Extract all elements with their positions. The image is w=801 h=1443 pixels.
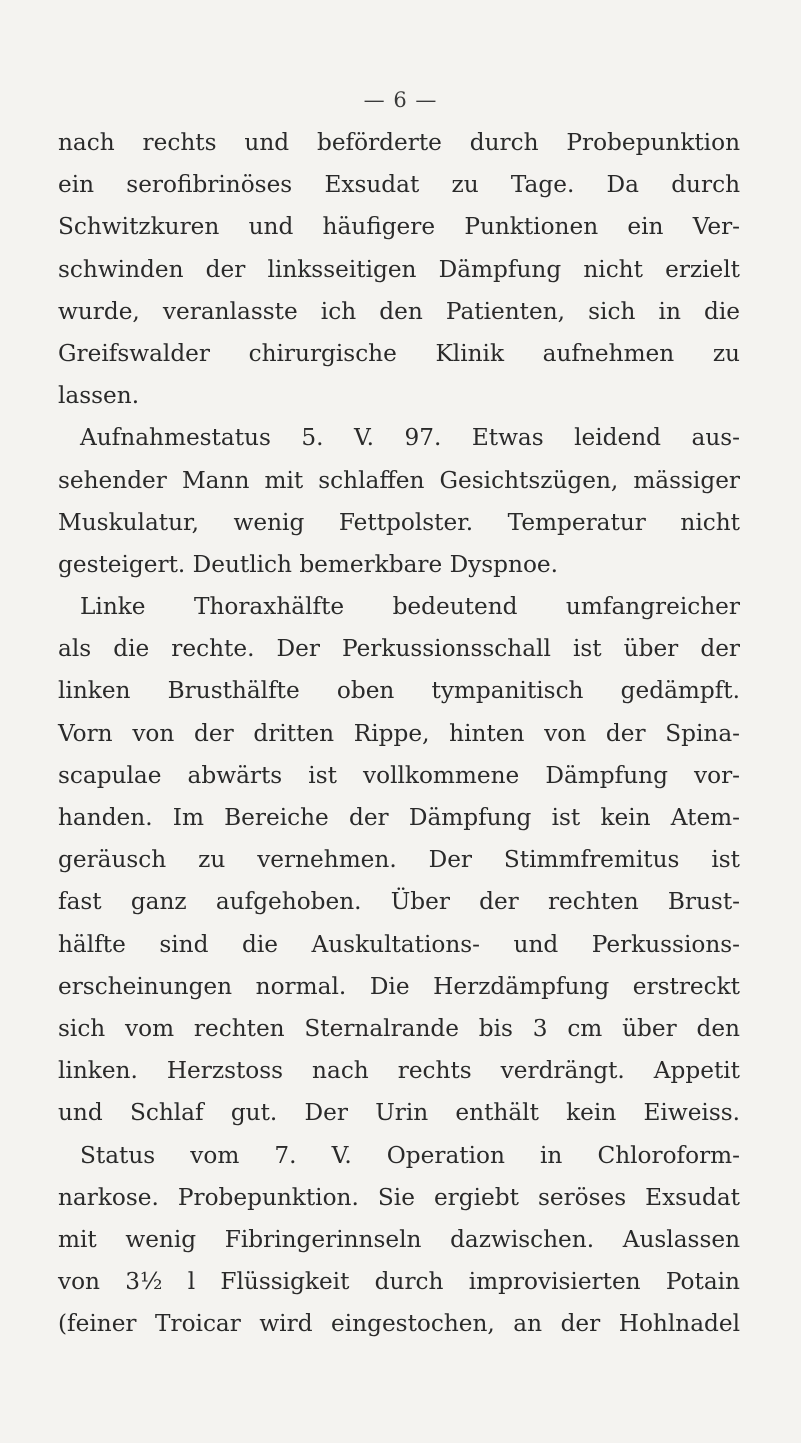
text-line: Status vom 7. V. Operation in Chloroform-	[80, 1141, 740, 1169]
text-line: gesteigert. Deutlich bemerkbare Dyspnoe.	[58, 550, 558, 578]
text-line: wurde, veranlasste ich den Patienten, sich in die	[58, 297, 740, 325]
text-line: sehender Mann mit schlaffen Gesichtszügen, mässiger	[58, 466, 740, 494]
text-line: hälfte sind die Auskultations- und Perkussions-	[58, 930, 740, 958]
text-line: fast ganz aufgehoben. Über der rechten Brust-	[58, 888, 740, 916]
text-line: geräusch zu vernehmen. Der Stimmfremitus ist	[58, 846, 740, 874]
body-text	[58, 122, 740, 1345]
text-line: scapulae abwärts ist vollkommene Dämpfung vor-	[58, 761, 740, 789]
text-line: (feiner Troicar wird eingestochen, an der Hohlnadel	[58, 1310, 740, 1338]
text-line: nach rechts und beförderte durch Probepunktion	[58, 129, 740, 156]
text-line: lassen.	[58, 382, 140, 410]
text-line: Greifswalder chirurgische Klinik aufnehmen zu	[58, 339, 740, 367]
text-line: linken Brusthälfte oben tympanitisch gedämpft.	[58, 677, 740, 705]
text-line: schwinden der linksseitigen Dämpfung nicht erzielt	[58, 255, 740, 283]
text-line: Muskulatur, wenig Fettpolster. Temperatur nicht	[58, 508, 740, 536]
text-line: handen. Im Bereiche der Dämpfung ist kein Atem-	[58, 804, 740, 831]
text-line: Vorn von der dritten Rippe, hinten von der Spina-	[58, 719, 740, 747]
text-line: und Schlaf gut. Der Urin enthält kein Eiweiss.	[58, 1099, 740, 1127]
text-line: Aufnahmestatus 5. V. 97. Etwas leidend aus-	[80, 424, 740, 452]
text-line: narkose. Probepunktion. Sie ergiebt seröses Exsudat	[58, 1183, 740, 1211]
text-line: Schwitzkuren und häufigere Punktionen ein Ver-	[58, 213, 740, 241]
text-line: sich vom rechten Sternalrande bis 3 cm über den	[58, 1014, 740, 1042]
text-line: mit wenig Fibringerinnseln dazwischen. Auslassen	[58, 1225, 740, 1253]
text-line: linken. Herzstoss nach rechts verdrängt. Appetit	[58, 1057, 740, 1085]
text-line: Linke Thoraxhälfte bedeutend umfangreicher	[80, 593, 740, 621]
text-line: erscheinungen normal. Die Herzdämpfung erstreckt	[58, 972, 740, 1000]
page-number: — 6 —	[363, 88, 438, 112]
text-line: als die rechte. Der Perkussionsschall ist über der	[58, 635, 740, 663]
text-line: ein serofibrinöses Exsudat zu Tage. Da durch	[58, 171, 740, 199]
text-line: von 3½ l Flüssigkeit durch improvisierten Potain	[58, 1268, 740, 1296]
